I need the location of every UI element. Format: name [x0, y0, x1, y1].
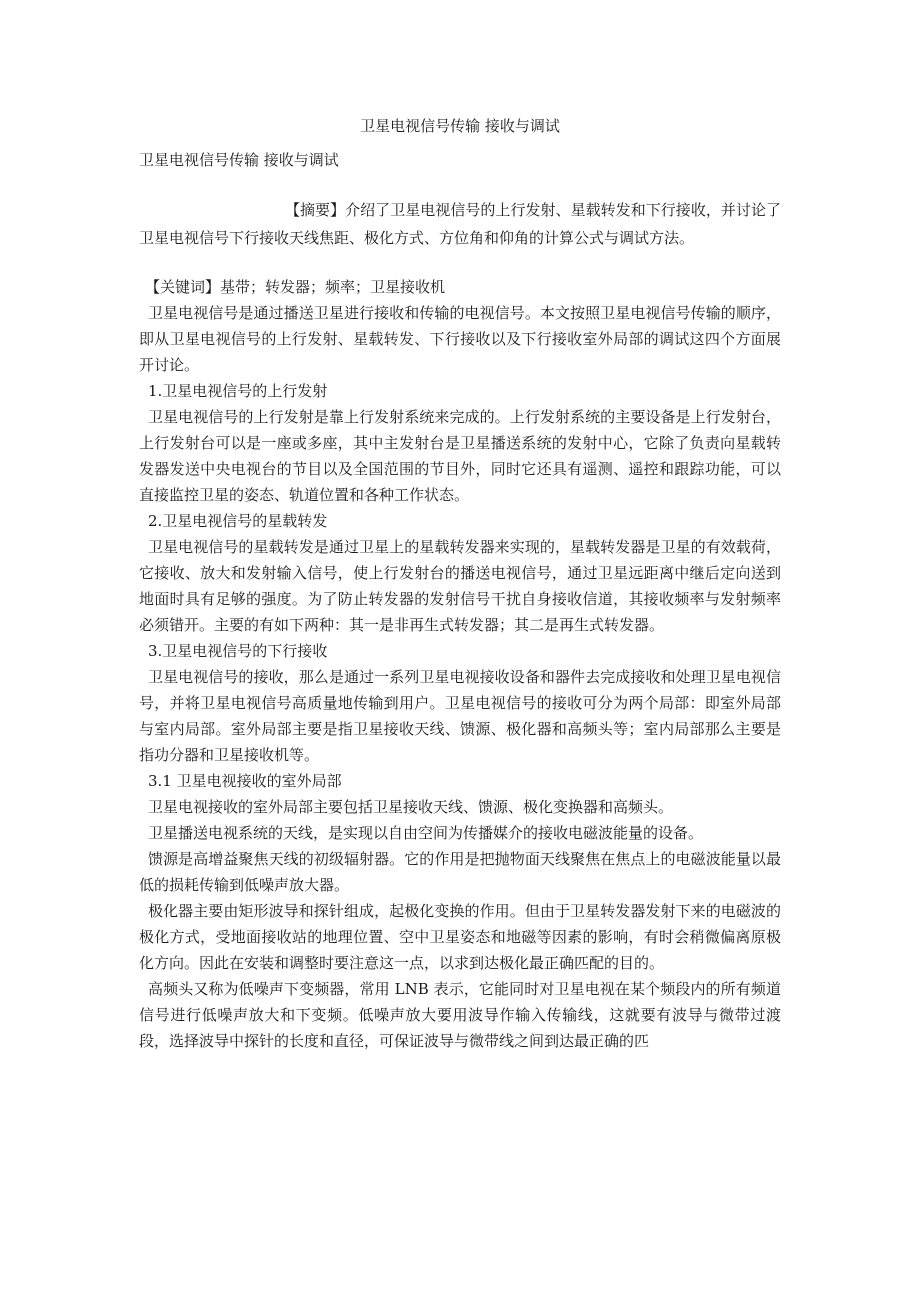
section-3-1-paragraph-polarizer: 极化器主要由矩形波导和探针组成，起极化变换的作用。但由于卫星转发器发射下来的电磁波的极化方式，受地面接收站的地理位置、空中卫星姿态和地磁等因素的影响，有时会稍微偏离原极化方向。因此在安装和调整时要注意这一点，以求到达极化最正确匹配的目的。	[139, 902, 781, 972]
section-3-1-paragraph-feed: 馈源是高增益聚焦天线的初级辐射器。它的作用是把抛物面天线聚焦在焦点上的电磁波能量以最低的损耗传输到低噪声放大器。	[139, 850, 781, 894]
section-3-1-paragraph-outdoor: 卫星电视接收的室外局部主要包括卫星接收天线、馈源、极化变换器和高频头。	[148, 798, 674, 816]
document-subtitle: 卫星电视信号传输 接收与调试	[139, 151, 339, 169]
abstract-paragraph: 【摘要】介绍了卫星电视信号的上行发射、星载转发和下行接收，并讨论了卫星电视信号下行接收天线焦距、极化方式、方位角和仰角的计算公式与调试方法。	[139, 201, 781, 247]
document-title: 卫星电视信号传输 接收与调试	[360, 117, 560, 135]
document-page	[139, 112, 781, 1054]
intro-paragraph: 卫星电视信号是通过播送卫星进行接收和传输的电视信号。本文按照卫星电视信号传输的顺序，即从卫星电视信号的上行发射、星载转发、下行接收以及下行接收室外局部的调试这四个方面展开讨论。	[139, 304, 781, 374]
keywords-line: 【关键词】基带；转发器；频率；卫星接收机	[145, 278, 446, 296]
section-heading-3-1: 3.1 卫星电视接收的室外局部	[148, 772, 342, 790]
section-1-paragraph: 卫星电视信号的上行发射是靠上行发射系统来完成的。上行发射系统的主要设备是上行发射台，上行发射台可以是一座或多座，其中主发射台是卫星播送系统的发射中心，它除了负责向星载转发器发送中央电视台的节目以及全国范围的节目外，同时它还具有遥测、遥控和跟踪功能，可以直接监控卫星的姿态、轨道位置和各种工作状态。	[139, 408, 781, 504]
section-3-paragraph: 卫星电视信号的接收，那么是通过一系列卫星电视接收设备和器件去完成接收和处理卫星电视信号，并将卫星电视信号高质量地传输到用户。卫星电视信号的接收可分为两个局部：即室外局部与室内局部。室外局部主要是指卫星接收天线、馈源、极化器和高频头等；室内局部那么主要是指功分器和卫星接收机等。	[139, 668, 781, 764]
section-heading-3: 3.卫星电视信号的下行接收	[148, 642, 328, 660]
section-2-paragraph: 卫星电视信号的星载转发是通过卫星上的星载转发器来实现的，星载转发器是卫星的有效载荷，它接收、放大和发射输入信号，使上行发射台的播送电视信号，通过卫星远距离中继后定向送到地面时具有足够的强度。为了防止转发器的发射信号干扰自身接收信道，其接收频率与发射频率必须错开。主要的有如下两种：其一是非再生式转发器；其二是再生式转发器。	[139, 538, 781, 634]
section-3-1-paragraph-antenna: 卫星播送电视系统的天线，是实现以自由空间为传播媒介的接收电磁波能量的设备。	[148, 824, 704, 842]
section-heading-2: 2.卫星电视信号的星载转发	[148, 512, 328, 530]
section-3-1-paragraph-lnb: 高频头又称为低噪声下变频器，常用 LNB 表示，它能同时对卫星电视在某个频段内的所有频道信号进行低噪声放大和下变频。低噪声放大要用波导作输入传输线，这就要有波导与微带过渡段，选择波导中探针的长度和直径，可保证波导与微带线之间到达最正确的匹	[139, 980, 781, 1050]
section-heading-1: 1.卫星电视信号的上行发射	[148, 382, 328, 400]
